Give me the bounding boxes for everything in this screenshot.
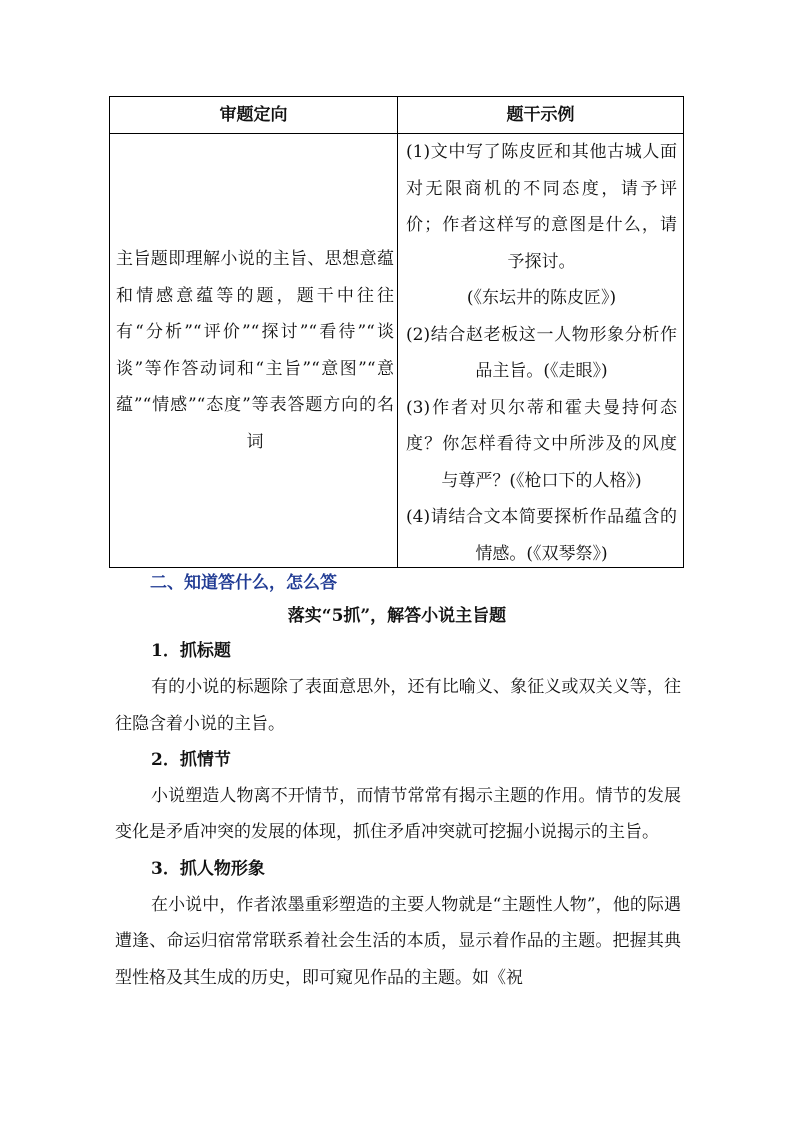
table-header-examples: 题干示例	[506, 105, 575, 125]
question-type-table	[109, 96, 684, 568]
example-item: (2)结合赵老板这一人物形象分析作品主旨。(《走眼》)	[406, 324, 677, 381]
examples-cell	[406, 134, 677, 572]
point-heading: 1．抓标题	[151, 641, 231, 661]
point-heading: 2．抓情节	[151, 749, 231, 770]
point-heading: 3．抓人物形象	[151, 858, 265, 879]
section-title: 二、知道答什么，怎么答	[150, 573, 337, 593]
subtitle: 落实“5抓”，解答小说主旨题	[287, 606, 507, 626]
points-body	[115, 633, 681, 996]
point-text: 在小说中，作者浓墨重彩塑造的主要人物就是“主题性人物”，他的际遇遭逢、命运归宿常常联系着社会生活的本质，显示着作品的主题。把握其典型性格及其生成的历史，即可窥见作品的主题。如《祝	[115, 895, 681, 988]
point-text: 有的小说的标题除了表面意思外，还有比喻义、象征义或双关义等，往往隐含着小说的主旨。	[115, 677, 681, 734]
example-item: (3)作者对贝尔蒂和霍夫曼持何态度？你怎样看待文中所涉及的风度与尊严？(《枪口下的人格》)	[406, 397, 677, 491]
table-column-divider	[397, 97, 398, 567]
approach-description: 主旨题即理解小说的主旨、思想意蕴和情感意蕴等的题，题干中往往有“分析”“评价”“探讨”“看待”“谈谈”等作答动词和“主旨”“意图”“意蕴”“情感”“态度”等表答题方向的名词	[116, 249, 394, 452]
example-source: (《东坛井的陈皮匠》)	[466, 288, 617, 308]
example-item: (4)请结合文本简要探析作品蕴含的情感。(《双琴祭》)	[406, 507, 677, 564]
table-header-approach: 审题定向	[219, 105, 288, 125]
point-text: 小说塑造人物离不开情节，而情节常常有揭示主题的作用。情节的发展变化是矛盾冲突的发展的体现，抓住矛盾冲突就可挖掘小说揭示的主旨。	[115, 786, 681, 843]
example-item: (1)文中写了陈皮匠和其他古城人面对无限商机的不同态度，请予评价；作者这样写的意图是什么，请予探讨。	[406, 142, 677, 272]
